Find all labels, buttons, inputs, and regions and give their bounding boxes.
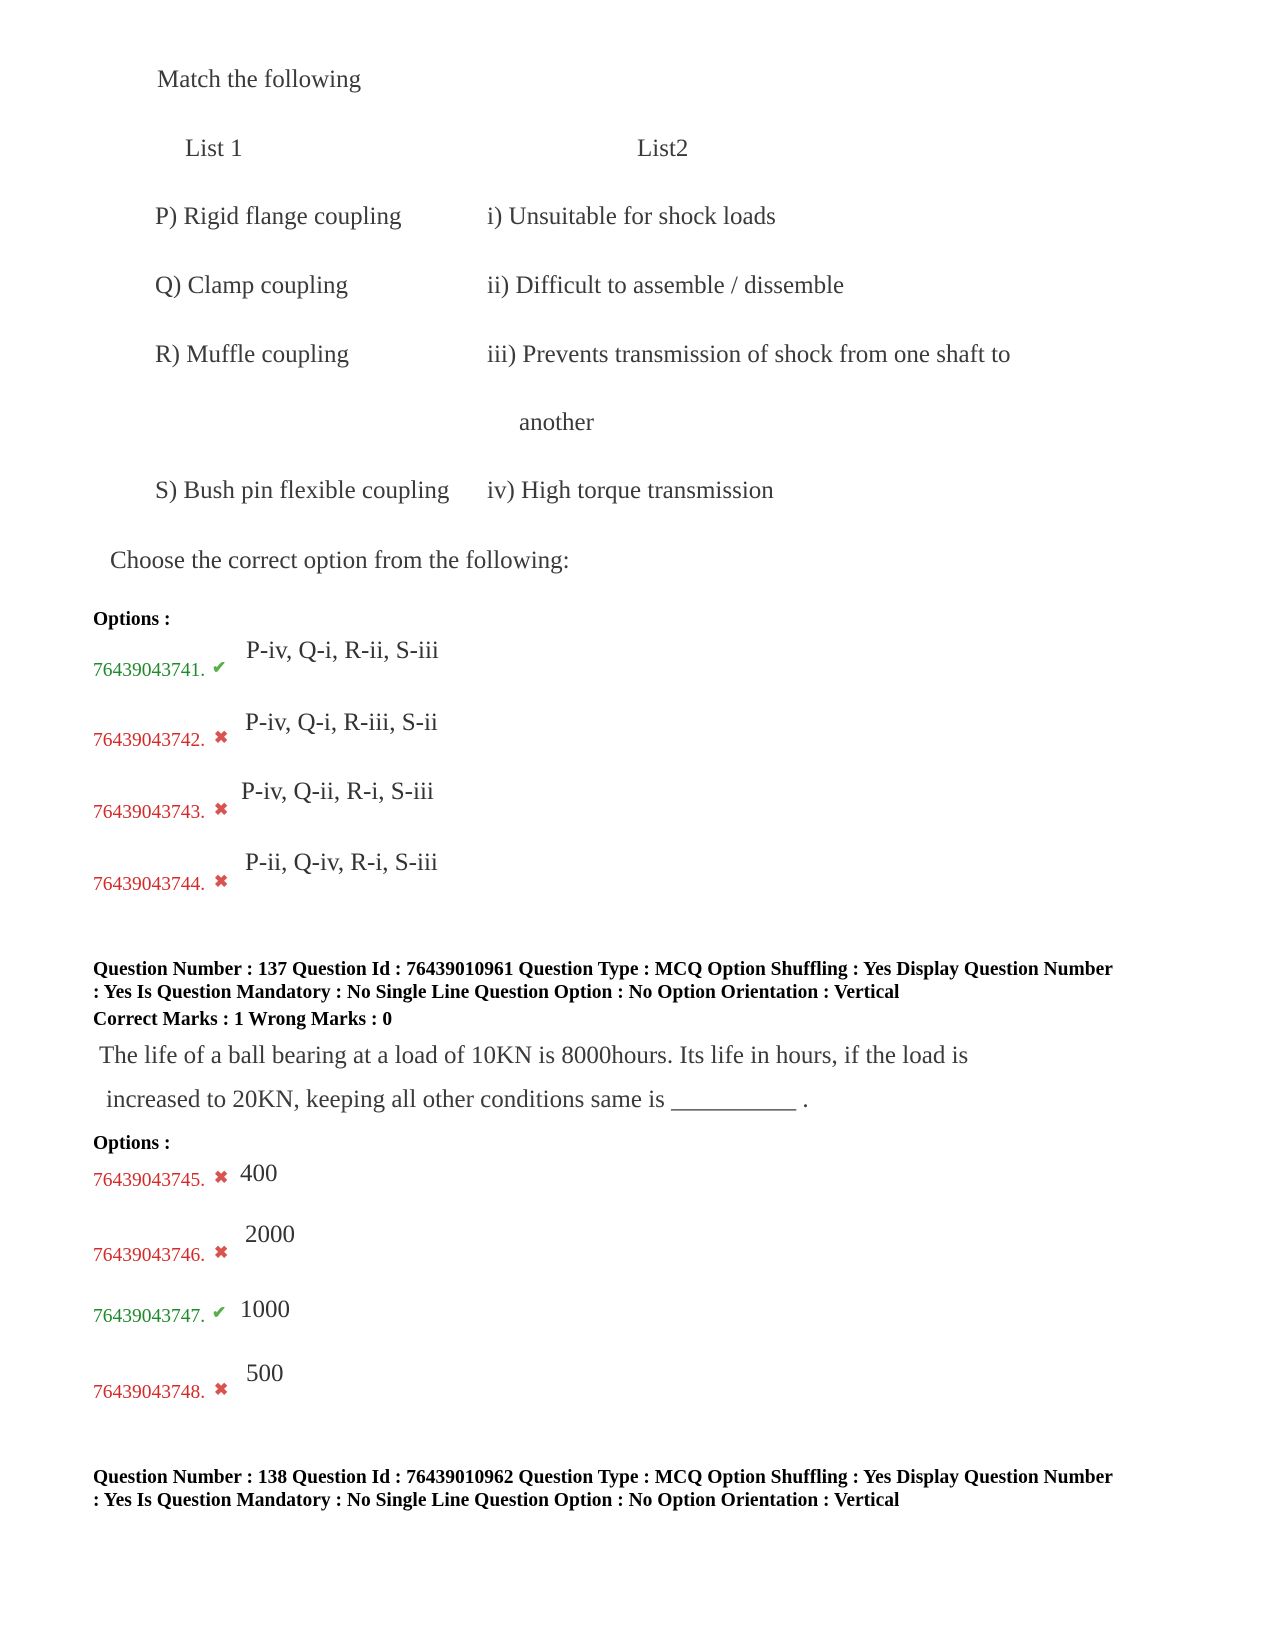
question-meta-line1: Question Number : 138 Question Id : 76439010962 Question Type : MCQ Option Shuffling : Yes Display Question Number bbox=[93, 1467, 1113, 1488]
option-id: 76439043742. bbox=[93, 730, 206, 751]
option-text: P-ii, Q-iv, R-i, S-iii bbox=[245, 849, 438, 876]
option-id: 76439043744. bbox=[93, 874, 206, 895]
cross-icon: ✖ bbox=[214, 1380, 229, 1399]
options-label: Options : bbox=[93, 1133, 171, 1154]
option-id: 76439043743. bbox=[93, 802, 206, 823]
list2-item-iii: iii) Prevents transmission of shock from one shaft to bbox=[487, 341, 1011, 368]
question-meta-line2: : Yes Is Question Mandatory : No Single Line Question Option : No Option Orientation : Vertical bbox=[93, 982, 900, 1003]
cross-icon: ✖ bbox=[214, 800, 229, 819]
option-id: 76439043741. bbox=[93, 660, 206, 681]
cross-icon: ✖ bbox=[214, 1168, 229, 1187]
list1-header: List 1 bbox=[185, 135, 243, 162]
question-text-line1: The life of a ball bearing at a load of 10KN is 8000hours. Its life in hours, if the load is bbox=[99, 1042, 969, 1069]
option-id: 76439043748. bbox=[93, 1382, 206, 1403]
option-text: 400 bbox=[240, 1160, 278, 1187]
list1-item-s: S) Bush pin flexible coupling bbox=[155, 477, 450, 504]
option-id: 76439043746. bbox=[93, 1245, 206, 1266]
question-marks: Correct Marks : 1 Wrong Marks : 0 bbox=[93, 1009, 393, 1030]
option-text: P-iv, Q-i, R-iii, S-ii bbox=[245, 709, 438, 736]
list1-item-r: R) Muffle coupling bbox=[155, 341, 349, 368]
list2-item-ii: ii) Difficult to assemble / dissemble bbox=[487, 272, 845, 299]
match-prompt: Match the following bbox=[157, 66, 362, 93]
option-text: P-iv, Q-i, R-ii, S-iii bbox=[246, 637, 439, 664]
option-text: 2000 bbox=[245, 1221, 295, 1248]
list2-item-i: i) Unsuitable for shock loads bbox=[487, 203, 776, 230]
cross-icon: ✖ bbox=[214, 1243, 229, 1262]
list2-item-iii-continued: another bbox=[519, 409, 594, 436]
cross-icon: ✖ bbox=[214, 872, 229, 891]
list1-item-q: Q) Clamp coupling bbox=[155, 272, 349, 299]
option-id: 76439043745. bbox=[93, 1170, 206, 1191]
list1-item-p: P) Rigid flange coupling bbox=[155, 203, 402, 230]
question-meta-line1: Question Number : 137 Question Id : 76439010961 Question Type : MCQ Option Shuffling : Yes Display Question Number bbox=[93, 959, 1113, 980]
question-meta-line2: : Yes Is Question Mandatory : No Single Line Question Option : No Option Orientation : Vertical bbox=[93, 1490, 900, 1511]
option-text: 1000 bbox=[240, 1296, 290, 1323]
check-icon: ✔ bbox=[212, 658, 227, 677]
question-instruction: Choose the correct option from the following: bbox=[110, 547, 570, 574]
options-label: Options : bbox=[93, 609, 171, 630]
question-text-line2: increased to 20KN, keeping all other conditions same is __________ . bbox=[106, 1086, 809, 1113]
option-id: 76439043747. bbox=[93, 1306, 206, 1327]
list2-header: List2 bbox=[637, 135, 689, 162]
option-text: P-iv, Q-ii, R-i, S-iii bbox=[241, 778, 434, 805]
option-text: 500 bbox=[246, 1360, 284, 1387]
cross-icon: ✖ bbox=[214, 728, 229, 747]
check-icon: ✔ bbox=[212, 1303, 227, 1322]
list2-item-iv: iv) High torque transmission bbox=[487, 477, 774, 504]
